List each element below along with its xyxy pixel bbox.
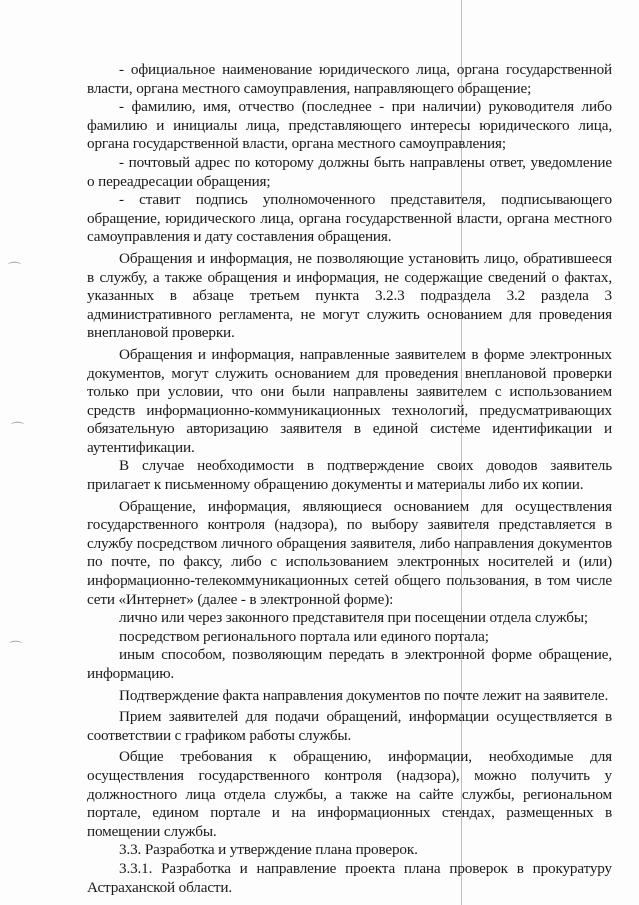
paragraph-method-other: иным способом, позволяющим передать в электронной форме обращение, информацию. [87,646,612,682]
section-heading-3-3-1: 3.3.1. Разработка и направление проекта плана проверок в прокуратуру Астраханской области. [87,859,612,896]
paragraph-method-in-person: лично или через законного представителя при посещении отдела службы; [119,609,588,627]
paragraph-postal-address: - почтовый адрес по которому должны быть направлены ответ, уведомление о переадресации обращения; [87,153,612,190]
paragraph-org-name: - официальное наименование юридического лица, органа государственной власти, органа местного самоуправления, направляющего обращение; [87,61,612,97]
paragraph-mail-proof: Подтверждение факта направления документов по почте лежит на заявителе. [119,686,609,704]
margin-mark: ⌒ [8,261,22,276]
paragraph-submission-methods: Обращение, информация, являющиеся основанием для осуществления государственного контроля (надзора), по выбору заявителя представляется в службу посредством личного обращения заявителя, либо направления документов по почте, по факсу, либо с использованием электронных носителей и (или) информационно-телекоммуникационных сетей общего пользования, в том числе сети «Интернет» (далее - в электронной форме): [87,497,612,608]
paragraph-electronic-documents: Обращения и информация, направленные заявителем в форме электронных документов, могут служить основанием для проведения внеплановой проверки только при условии, что они были направлены заявителем с использованием средств информационно-коммуникационных технологий, предусматривающих обязательную авторизацию заявителя в единой системе идентификации и аутентификации. [87,345,612,456]
paragraph-unidentified-appeals: Обращения и информация, не позволяющие установить лицо, обратившееся в службу, а также обращения и информация, не содержащие сведений о фактах, указанных в абзаце третьем пункта 3.2.3 подраздела 3.2 раздела 3 административного регламента, не могут служить основанием для проведения внеплановой проверки. [87,249,612,342]
section-heading-3-3: 3.3. Разработка и утверждение плана проверок. [119,841,418,859]
margin-mark: ⌒ [9,640,23,655]
paragraph-attachments: В случае необходимости в подтверждение своих доводов заявитель прилагает к письменному обращению документы и материалы либо их копии. [87,457,612,494]
paragraph-general-requirements: Общие требования к обращению, информации, необходимые для осуществления государственного контроля (надзора), можно получить у должностного лица отдела службы, а также на сайте службы, региональном портале, едином портале и на информационных стендах, размещенных в помещении службы. [87,748,612,840]
paragraph-reception: Прием заявителей для подачи обращений, информации осуществляется в соответствии с графиком работы службы. [87,708,612,744]
paragraph-signature: - ставит подпись уполномоченного представителя, подписывающего обращение, юридического лица, органа государственной власти, органа местного самоуправления и дату составления обращения. [87,191,612,246]
paragraph-head-name: - фамилию, имя, отчество (последнее - при наличии) руководителя либо фамилию и инициалы лица, представляющего интересы юридического лица, органа государственной власти, органа местного самоуправления; [87,98,612,153]
margin-mark: ⌒ [11,421,25,436]
paragraph-method-portal: посредством регионального портала или единого портала; [119,627,489,645]
document-body [87,61,612,897]
